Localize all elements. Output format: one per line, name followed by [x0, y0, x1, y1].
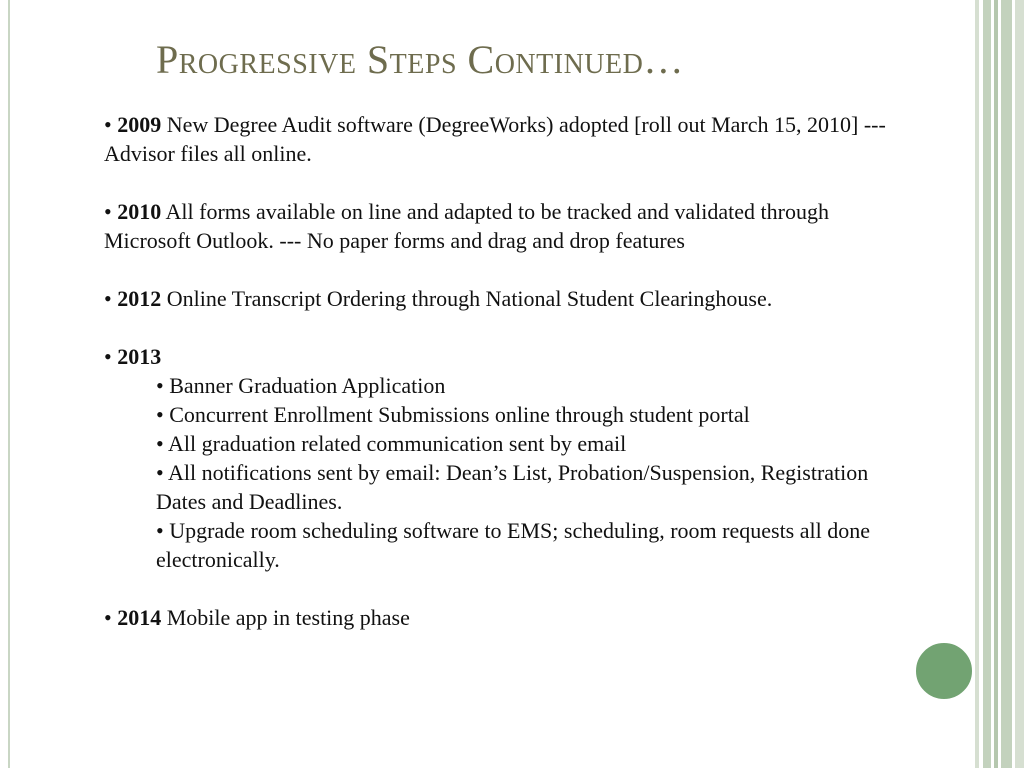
right-stripe — [975, 0, 979, 768]
sub-item-text: All graduation related communication sent by email — [168, 431, 627, 456]
list-item — [104, 603, 904, 632]
right-stripe — [994, 0, 998, 768]
sub-list-item — [104, 400, 904, 429]
bullet: • — [156, 460, 164, 485]
bullet: • — [156, 431, 164, 456]
decorative-circle — [913, 640, 975, 702]
entry-text: Online Transcript Ordering through National Student Clearinghouse. — [166, 286, 773, 311]
bullet: • — [104, 605, 112, 630]
sub-item-text: Upgrade room scheduling software to EMS; scheduling, room requests all done electronically. — [156, 518, 871, 572]
bullet: • — [104, 112, 112, 137]
sub-list-item — [104, 371, 904, 400]
right-stripe — [983, 0, 991, 768]
right-stripe — [1015, 0, 1024, 768]
bullet: • — [156, 373, 164, 398]
left-border-line — [8, 0, 10, 768]
sub-item-text: Concurrent Enrollment Submissions online through student portal — [169, 402, 750, 427]
bullet: • — [156, 402, 164, 427]
year-label: 2010 — [117, 199, 162, 224]
year-label: 2014 — [117, 605, 162, 630]
entry-text: Mobile app in testing phase — [166, 605, 410, 630]
bullet: • — [104, 199, 112, 224]
sub-item-text: All notifications sent by email: Dean’s List, Probation/Suspension, Registration Dates and Deadlines. — [156, 460, 869, 514]
right-stripe — [1001, 0, 1012, 768]
sub-list-item — [104, 458, 904, 516]
list-item — [104, 197, 904, 255]
sub-list-item — [104, 429, 904, 458]
year-label: 2013 — [117, 344, 162, 369]
entry-text: New Degree Audit software (DegreeWorks) adopted [roll out March 15, 2010] --- Advisor files all online. — [104, 112, 886, 166]
list-item — [104, 284, 904, 313]
sub-item-text: Banner Graduation Application — [169, 373, 446, 398]
slide-body — [104, 110, 904, 632]
list-item — [104, 110, 904, 168]
list-item — [104, 342, 904, 371]
entry-text: All forms available on line and adapted to be tracked and validated through Microsoft Outlook. --- No paper forms and drag and drop features — [104, 199, 829, 253]
sub-list-item — [104, 516, 904, 574]
year-label: 2012 — [117, 286, 162, 311]
bullet: • — [104, 344, 112, 369]
year-label: 2009 — [117, 112, 162, 137]
slide-title: Progressive Steps Continued… — [156, 37, 684, 82]
bullet: • — [156, 518, 164, 543]
bullet: • — [104, 286, 112, 311]
